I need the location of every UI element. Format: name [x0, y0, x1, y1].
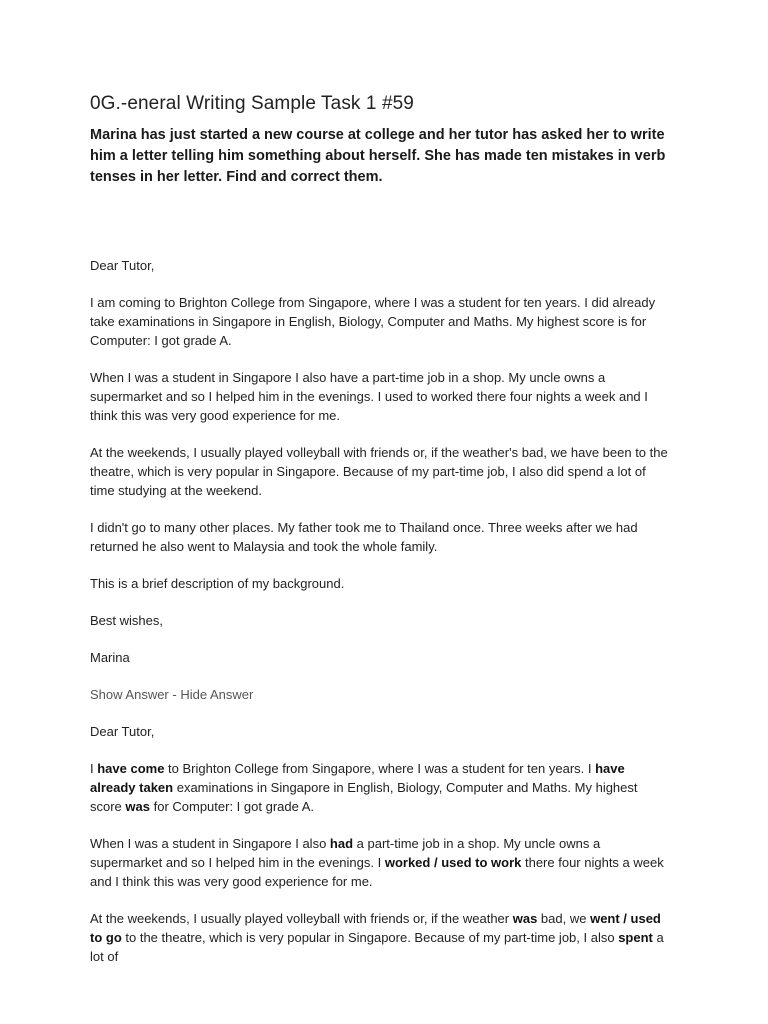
answer-text: a part-time job in a shop. My uncle owns a supermarket and so I helped him in the evenings. I [90, 836, 601, 870]
answer-greeting: Dear Tutor, [90, 724, 155, 739]
letter-paragraph-2: When I was a student in Singapore I also have a part-time job in a shop. My uncle owns a supermarket and so I helped him in the evenings. I used to worked there four nights a week and I think this was very good experience for me. [90, 370, 648, 423]
correction: have already taken [90, 761, 625, 795]
letter-signature: Marina [90, 650, 130, 665]
answer-paragraph-1 [90, 759, 670, 816]
letter-paragraph-1: I am coming to Brighton College from Singapore, where I was a student for ten years. I did already take examinations in Singapore in English, Biology, Computer and Maths. My highest score is for Computer: I got grade A. [90, 295, 656, 348]
correction: was [125, 799, 150, 814]
page-title: 0G.-eneral Writing Sample Task 1 #59 [90, 93, 414, 114]
task-instructions: Marina has just started a new course at college and her tutor has asked her to write him a letter telling him something about herself. She has made ten mistakes in verb tenses in her letter. Find and correct them. [90, 127, 666, 185]
corrected-letter [90, 722, 670, 966]
hide-answer-link[interactable]: Hide Answer [180, 687, 254, 702]
answer-paragraph-3 [90, 909, 670, 966]
answer-text: bad, we [537, 911, 591, 926]
answer-text: I [90, 761, 98, 776]
show-answer-link[interactable]: Show Answer [90, 687, 169, 702]
answer-text: a lot of [90, 930, 664, 964]
letter-paragraph-3: At the weekends, I usually played volleyball with friends or, if the weather's bad, we have been to the theatre, which is very popular in Singapore. Because of my part-time job, I also did spend a lot of time studying at the weekend. [90, 445, 668, 498]
original-letter [90, 256, 670, 667]
letter-paragraph-4: I didn't go to many other places. My father took me to Thailand once. Three weeks after we had returned he also went to Malaysia and took the whole family. [90, 520, 638, 554]
answer-text: At the weekends, I usually played volleyball with friends or, if the weather [90, 911, 513, 926]
correction: had [329, 836, 354, 851]
toggle-separator: - [168, 687, 181, 702]
letter-closing: Best wishes, [90, 613, 163, 628]
answer-text: examinations in Singapore in English, Biology, Computer and Maths. My highest score [90, 780, 638, 814]
answer-text: for Computer: I got grade A. [149, 799, 315, 814]
answer-toggle [90, 685, 670, 704]
letter-greeting: Dear Tutor, [90, 258, 155, 273]
answer-text: to the theatre, which is very popular in Singapore. Because of my part-time job, I also [121, 930, 619, 945]
correction: was [512, 911, 538, 926]
answer-text: When I was a student in Singapore I also [90, 836, 330, 851]
letter-paragraph-5: This is a brief description of my background. [90, 576, 345, 591]
correction: spent [618, 930, 653, 945]
correction: went / used to go [90, 911, 661, 945]
correction: have come [97, 761, 165, 776]
answer-text: there four nights a week and I think this was very good experience for me. [90, 855, 664, 889]
correction: worked / used to work [384, 855, 522, 870]
answer-paragraph-2 [90, 834, 670, 891]
answer-text: to Brighton College from Singapore, where I was a student for ten years. I [164, 761, 596, 776]
document-page [90, 92, 670, 966]
